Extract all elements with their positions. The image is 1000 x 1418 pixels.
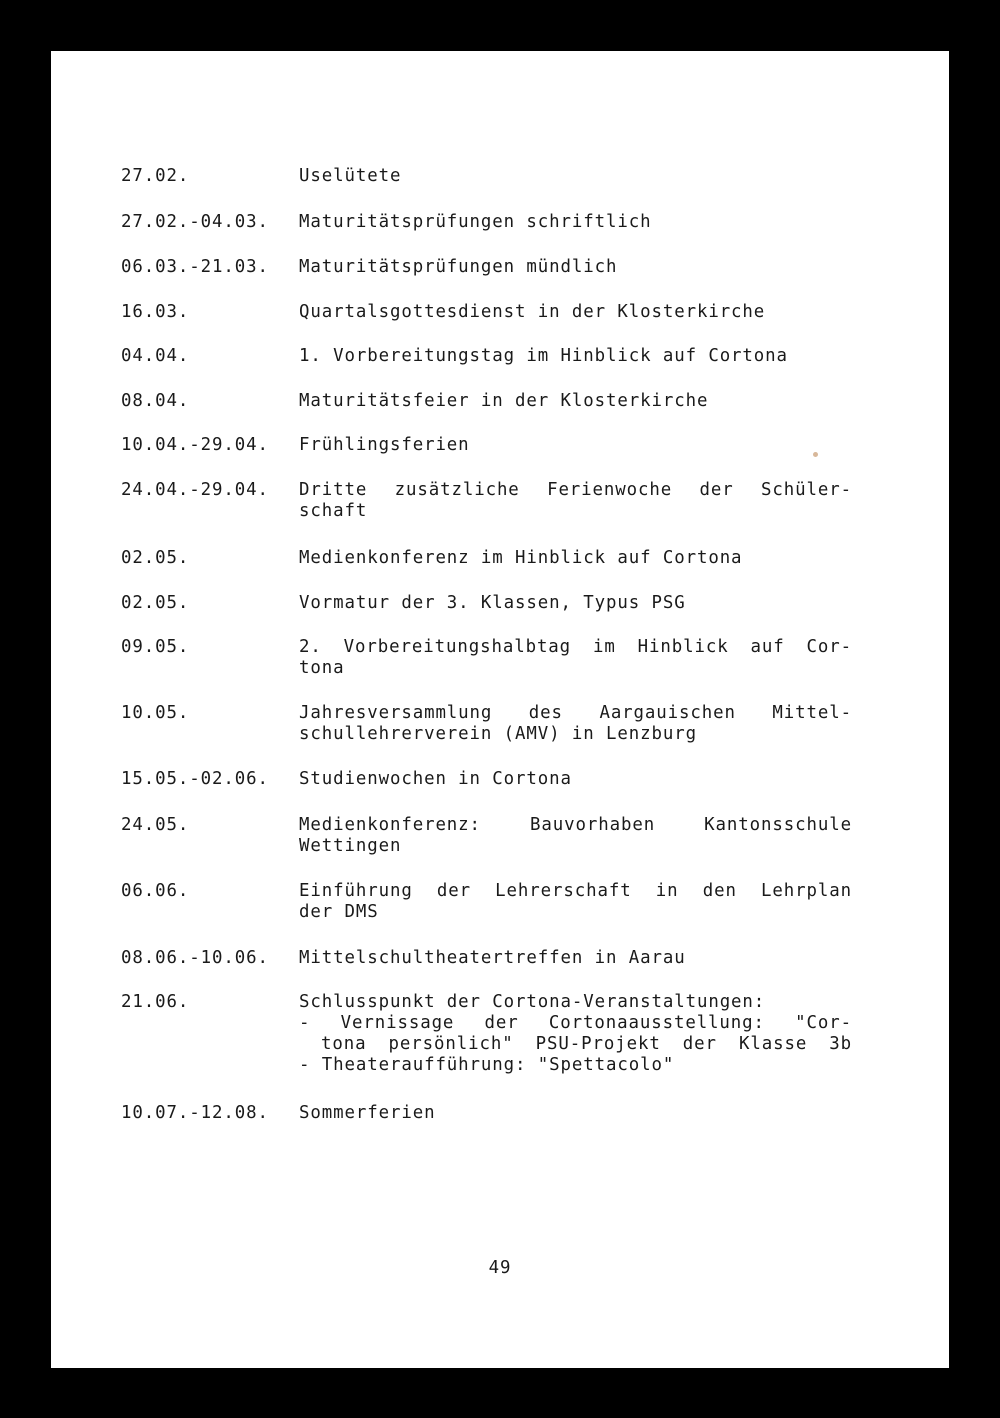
entry-line: 1. Vorbereitungstag im Hinblick auf Cortona <box>299 346 788 366</box>
entry-description <box>299 346 852 367</box>
entry-date: 21.06. <box>121 992 190 1012</box>
entry-line: Jahresversammlung des Aargauischen Mittel- <box>299 703 852 723</box>
entry-date: 27.02. <box>121 166 190 186</box>
entry-line: Sommerferien <box>299 1103 436 1123</box>
entry-date: 08.04. <box>121 391 190 411</box>
entry-description <box>299 548 852 569</box>
entry-line: Quartalsgottesdienst in der Klosterkirche <box>299 302 766 322</box>
entry-line: Dritte zusätzliche Ferienwoche der Schüler- <box>299 480 852 500</box>
entry-line: Maturitätsfeier in der Klosterkirche <box>299 391 709 411</box>
entry-date: 10.07.-12.08. <box>121 1103 269 1123</box>
entry-line: Mittelschultheatertreffen in Aarau <box>299 948 686 968</box>
entry-line: der DMS <box>299 902 379 922</box>
entry-line: tona <box>299 658 345 678</box>
entry-date: 10.05. <box>121 703 190 723</box>
entry-date: 24.04.-29.04. <box>121 480 269 500</box>
entry-date: 08.06.-10.06. <box>121 948 269 968</box>
entry-description <box>299 992 852 1076</box>
entry-line: Medienkonferenz: Bauvorhaben Kantonsschule <box>299 815 852 835</box>
entry-line: Frühlingsferien <box>299 435 470 455</box>
entry-date: 02.05. <box>121 593 190 613</box>
entry-description <box>299 881 852 923</box>
entry-line: Studienwochen in Cortona <box>299 769 572 789</box>
entry-date: 24.05. <box>121 815 190 835</box>
entry-description <box>299 480 852 522</box>
entry-description <box>299 948 852 969</box>
page-number: 49 <box>488 1258 512 1278</box>
entry-line: 2. Vorbereitungshalbtag im Hinblick auf Cor- <box>299 637 852 657</box>
entry-date: 06.06. <box>121 881 190 901</box>
entry-description <box>299 703 852 745</box>
entry-date: 06.03.-21.03. <box>121 257 269 277</box>
entry-line: Medienkonferenz im Hinblick auf Cortona <box>299 548 743 568</box>
entry-line: schullehrerverein (AMV) in Lenzburg <box>299 724 697 744</box>
entry-line: - Theateraufführung: "Spettacolo" <box>299 1055 675 1075</box>
entry-description <box>299 212 852 233</box>
entry-line: Schlusspunkt der Cortona-Veranstaltungen: <box>299 992 766 1012</box>
entry-date: 02.05. <box>121 548 190 568</box>
entry-line: tona persönlich" PSU-Projekt der Klasse 3b <box>321 1034 852 1054</box>
entry-date: 15.05.-02.06. <box>121 769 269 789</box>
entry-line: Maturitätsprüfungen mündlich <box>299 257 618 277</box>
entry-date: 10.04.-29.04. <box>121 435 269 455</box>
entry-description <box>299 637 852 679</box>
entry-line: schaft <box>299 501 368 521</box>
entry-description <box>299 257 852 278</box>
entry-date: 04.04. <box>121 346 190 366</box>
entry-line: Maturitätsprüfungen schriftlich <box>299 212 652 232</box>
scan-speck <box>813 452 818 457</box>
entry-date: 27.02.-04.03. <box>121 212 269 232</box>
entry-description <box>299 1103 852 1124</box>
entry-description <box>299 593 852 614</box>
entry-line: Einführung der Lehrerschaft in den Lehrplan <box>299 881 852 901</box>
entry-line: - Vernissage der Cortonaausstellung: "Cor- <box>299 1013 852 1033</box>
entry-line: Vormatur der 3. Klassen, Typus PSG <box>299 593 686 613</box>
entry-description <box>299 815 852 857</box>
entry-description <box>299 769 852 790</box>
document-page <box>51 51 949 1368</box>
entry-date: 16.03. <box>121 302 190 322</box>
entry-line: Wettingen <box>299 836 402 856</box>
entry-description <box>299 166 852 187</box>
entry-description <box>299 302 852 323</box>
entry-date: 09.05. <box>121 637 190 657</box>
entry-description <box>299 435 852 456</box>
entry-description <box>299 391 852 412</box>
entry-line: Uselütete <box>299 166 402 186</box>
